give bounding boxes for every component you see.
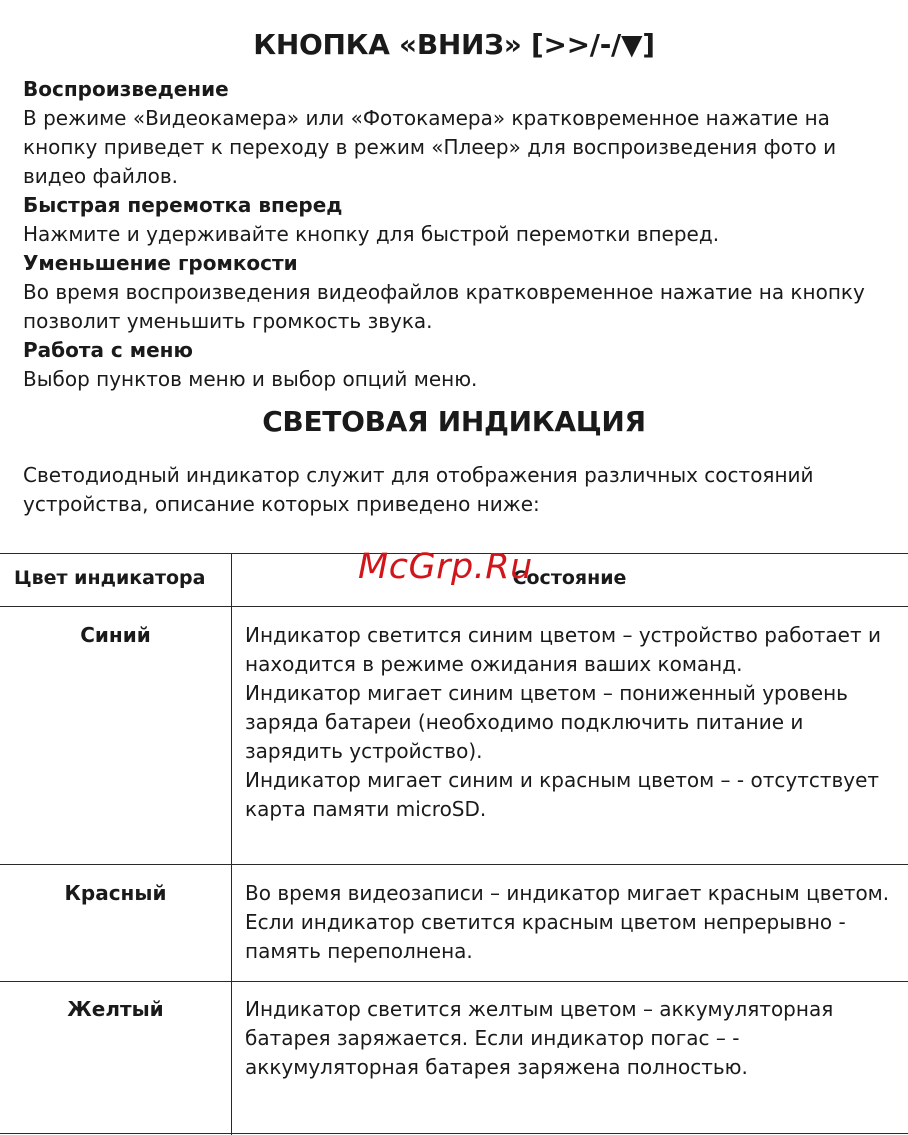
heading-fast-forward: Быстрая перемотка вперед <box>23 193 343 217</box>
row-desc-red <box>245 879 895 966</box>
row-color-blue: Синий <box>80 623 151 647</box>
table-column-divider <box>231 553 232 1135</box>
red-desc-line: Во время видеозаписи – индикатор мигает красным цветом. Если индикатор светится красным цветом непрерывно - память переполнена. <box>245 881 890 963</box>
blue-desc-line: Индикатор мигает синим и красным цветом – - отсутствует карта памяти microSD. <box>245 768 880 821</box>
row-color-yellow: Желтый <box>67 997 164 1021</box>
down-button-functions <box>23 75 893 394</box>
header-indicator-color: Цвет индикатора <box>14 567 206 589</box>
heading-playback: Воспроизведение <box>23 77 229 101</box>
led-intro-text: Светодиодный индикатор служит для отображения различных состояний устройства, описание которых приведено ниже: <box>23 463 814 516</box>
blue-desc-line: Индикатор светится синим цветом – устройство работает и находится в режиме ожидания ваших команд. <box>245 623 881 676</box>
text-menu: Выбор пунктов меню и выбор опций меню. <box>23 367 478 391</box>
row-color-red: Красный <box>64 881 167 905</box>
heading-menu: Работа с меню <box>23 338 193 362</box>
table-rule-bottom <box>0 1133 908 1134</box>
section-title-down-button: КНОПКА «ВНИЗ» [>>/-/▼] <box>253 28 655 61</box>
header-state: Состояние <box>512 567 627 589</box>
table-rule-row1 <box>0 864 908 865</box>
section-title-led-indication: СВЕТОВАЯ ИНДИКАЦИЯ <box>262 405 646 438</box>
heading-volume-down: Уменьшение громкости <box>23 251 298 275</box>
table-rule-row2 <box>0 981 908 982</box>
table-rule-header <box>0 606 908 607</box>
yellow-desc-line: Индикатор светится желтым цветом – аккумуляторная батарея заряжается. Если индикатор погас – - аккумуляторная батарея заряжена полностью. <box>245 997 834 1079</box>
row-desc-blue <box>245 621 895 824</box>
blue-desc-line: Индикатор мигает синим цветом – пониженный уровень заряда батареи (необходимо подключить питание и зарядить устройство). <box>245 681 848 763</box>
text-playback: В режиме «Видеокамера» или «Фотокамера» кратковременное нажатие на кнопку приведет к переходу в режим «Плеер» для воспроизведения фото и видео файлов. <box>23 106 837 188</box>
led-table <box>0 553 908 1135</box>
watermark: McGrp.Ru <box>358 547 533 587</box>
row-desc-yellow <box>245 995 895 1082</box>
text-fast-forward: Нажмите и удерживайте кнопку для быстрой перемотки вперед. <box>23 222 720 246</box>
text-volume-down: Во время воспроизведения видеофайлов кратковременное нажатие на кнопку позволит уменьшить громкость звука. <box>23 280 865 333</box>
